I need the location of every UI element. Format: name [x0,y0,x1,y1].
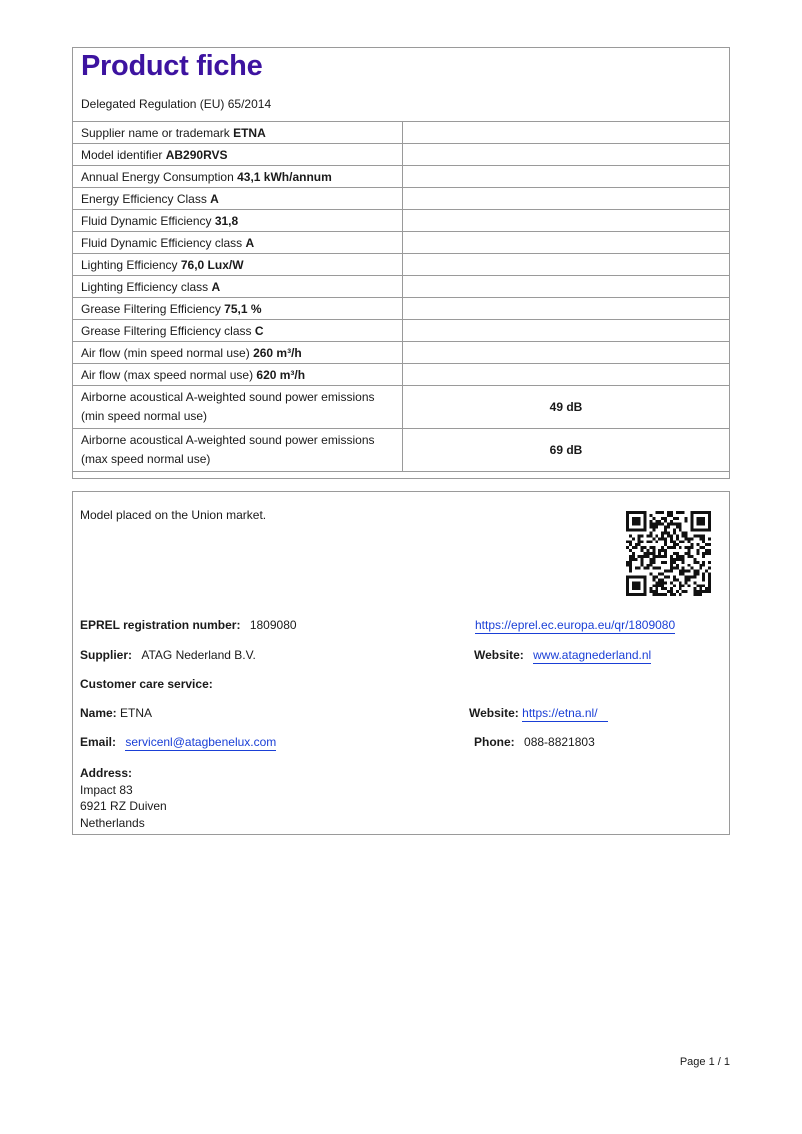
spec-empty-cell [403,210,730,232]
name-label: Name: [80,706,117,720]
spec-empty-cell [403,342,730,364]
spec-empty-cell [403,144,730,166]
specs-table [72,121,730,472]
spec-empty-cell [403,232,730,254]
address-line: 6921 RZ Duiven [80,799,167,813]
email-row [80,735,276,749]
spec-label: Air flow (min speed normal use) [81,345,254,360]
spec-label: Supplier name or trademark [81,125,234,140]
address-label: Address: [80,766,133,780]
spec-row [73,254,730,276]
supplier-name: ATAG Nederland B.V. [141,648,256,662]
spec-label: Lighting Efficiency [81,257,181,272]
spec-label: Energy Efficiency Class [81,191,211,206]
spec-label: Fluid Dynamic Efficiency class [81,235,246,250]
supplier-row [80,648,256,662]
spec-value: 76,0 Lux/W [180,257,244,272]
spec-row [73,144,730,166]
spec-row [73,188,730,210]
spec-label-cell [73,122,403,144]
spec-row [73,342,730,364]
spec-label-cell [73,342,403,364]
spec-label: Grease Filtering Efficiency class [81,323,255,338]
spec-value: 620 m³/h [256,367,306,382]
eprel-label: EPREL registration number: [80,618,241,632]
spec-row [73,320,730,342]
spec-label-cell [73,254,403,276]
spec-label-cell [73,166,403,188]
sound-label-line: (min speed normal use) [81,409,208,423]
spec-empty-cell [403,276,730,298]
email-link[interactable]: servicenl@atagbenelux.com [125,735,277,749]
spec-label-cell [73,276,403,298]
sound-row [73,386,730,429]
sound-value: 69 dB [403,429,730,472]
website-label: Website: [474,648,524,662]
customer-care-heading: Customer care service: [80,677,213,691]
spec-label: Fluid Dynamic Efficiency [81,213,215,228]
sound-label-cell [73,429,403,472]
spec-label: Lighting Efficiency class [81,279,212,294]
eprel-number: 1809080 [249,618,297,632]
regulation-subtitle: Delegated Regulation (EU) 65/2014 [81,97,272,111]
spec-label: Air flow (max speed normal use) [81,367,257,382]
product-info-panel [72,491,730,835]
product-fiche-panel [72,47,730,479]
address-line: Netherlands [80,815,145,830]
spec-empty-cell [403,166,730,188]
spec-empty-cell [403,188,730,210]
spec-value: A [210,191,219,206]
spec-label-cell [73,144,403,166]
spec-value: 260 m³/h [253,345,302,360]
spec-label-cell [73,188,403,210]
spec-value: ETNA [233,125,266,140]
eprel-row [80,618,297,632]
sound-label-line: Airborne acoustical A-weighted sound power emissions [81,390,375,404]
spec-row [73,210,730,232]
supplier-label: Supplier: [80,648,133,662]
supplier-website-link[interactable]: www.atagnederland.nl [533,648,652,662]
phone-label: Phone: [474,735,515,749]
supplier-website-row [474,648,651,662]
spec-value: 43,1 kWh/annum [237,169,332,184]
spec-label-cell [73,232,403,254]
spec-row [73,166,730,188]
care-website-row [469,706,608,720]
sound-label-line: (max speed normal use) [81,452,211,466]
spec-label-cell [73,364,403,386]
spec-label: Model identifier [81,147,166,162]
care-website-label: Website: [469,706,519,720]
phone-row [474,735,595,749]
name-value: ETNA [120,706,153,720]
spec-row [73,298,730,320]
page-number: Page 1 / 1 [679,1056,730,1068]
spec-row [73,232,730,254]
name-row [80,706,152,720]
address-line: Impact 83 [80,782,133,797]
market-note: Model placed on the Union market. [80,508,267,522]
spec-value: AB290RVS [165,147,228,162]
spec-value: 31,8 [214,213,239,228]
spec-row [73,122,730,144]
care-website-link[interactable]: https://etna.nl/ [522,706,607,722]
spec-empty-cell [403,320,730,342]
page-title: Product fiche [81,50,263,82]
spec-value: A [245,235,255,250]
spec-label-cell [73,210,403,232]
spec-label: Annual Energy Consumption [81,169,238,184]
spec-value: A [211,279,221,294]
spec-empty-cell [403,364,730,386]
spec-empty-cell [403,254,730,276]
phone-value: 088-8821803 [524,735,595,749]
email-label: Email: [80,735,117,749]
spec-label-cell [73,320,403,342]
spec-label-cell [73,298,403,320]
sound-row [73,429,730,472]
sound-value: 49 dB [403,386,730,429]
spec-empty-cell [403,122,730,144]
sound-label-cell [73,386,403,429]
spec-label: Grease Filtering Efficiency [81,301,225,316]
sound-label-line: Airborne acoustical A-weighted sound power emissions [81,433,375,447]
spec-value: 75,1 % [224,301,262,316]
spec-empty-cell [403,298,730,320]
qr-code-icon [626,511,711,596]
spec-value: C [254,323,264,338]
spec-row [73,364,730,386]
address-block [80,765,167,831]
eprel-link[interactable]: https://eprel.ec.europa.eu/qr/1809080 [475,618,676,632]
spec-row [73,276,730,298]
